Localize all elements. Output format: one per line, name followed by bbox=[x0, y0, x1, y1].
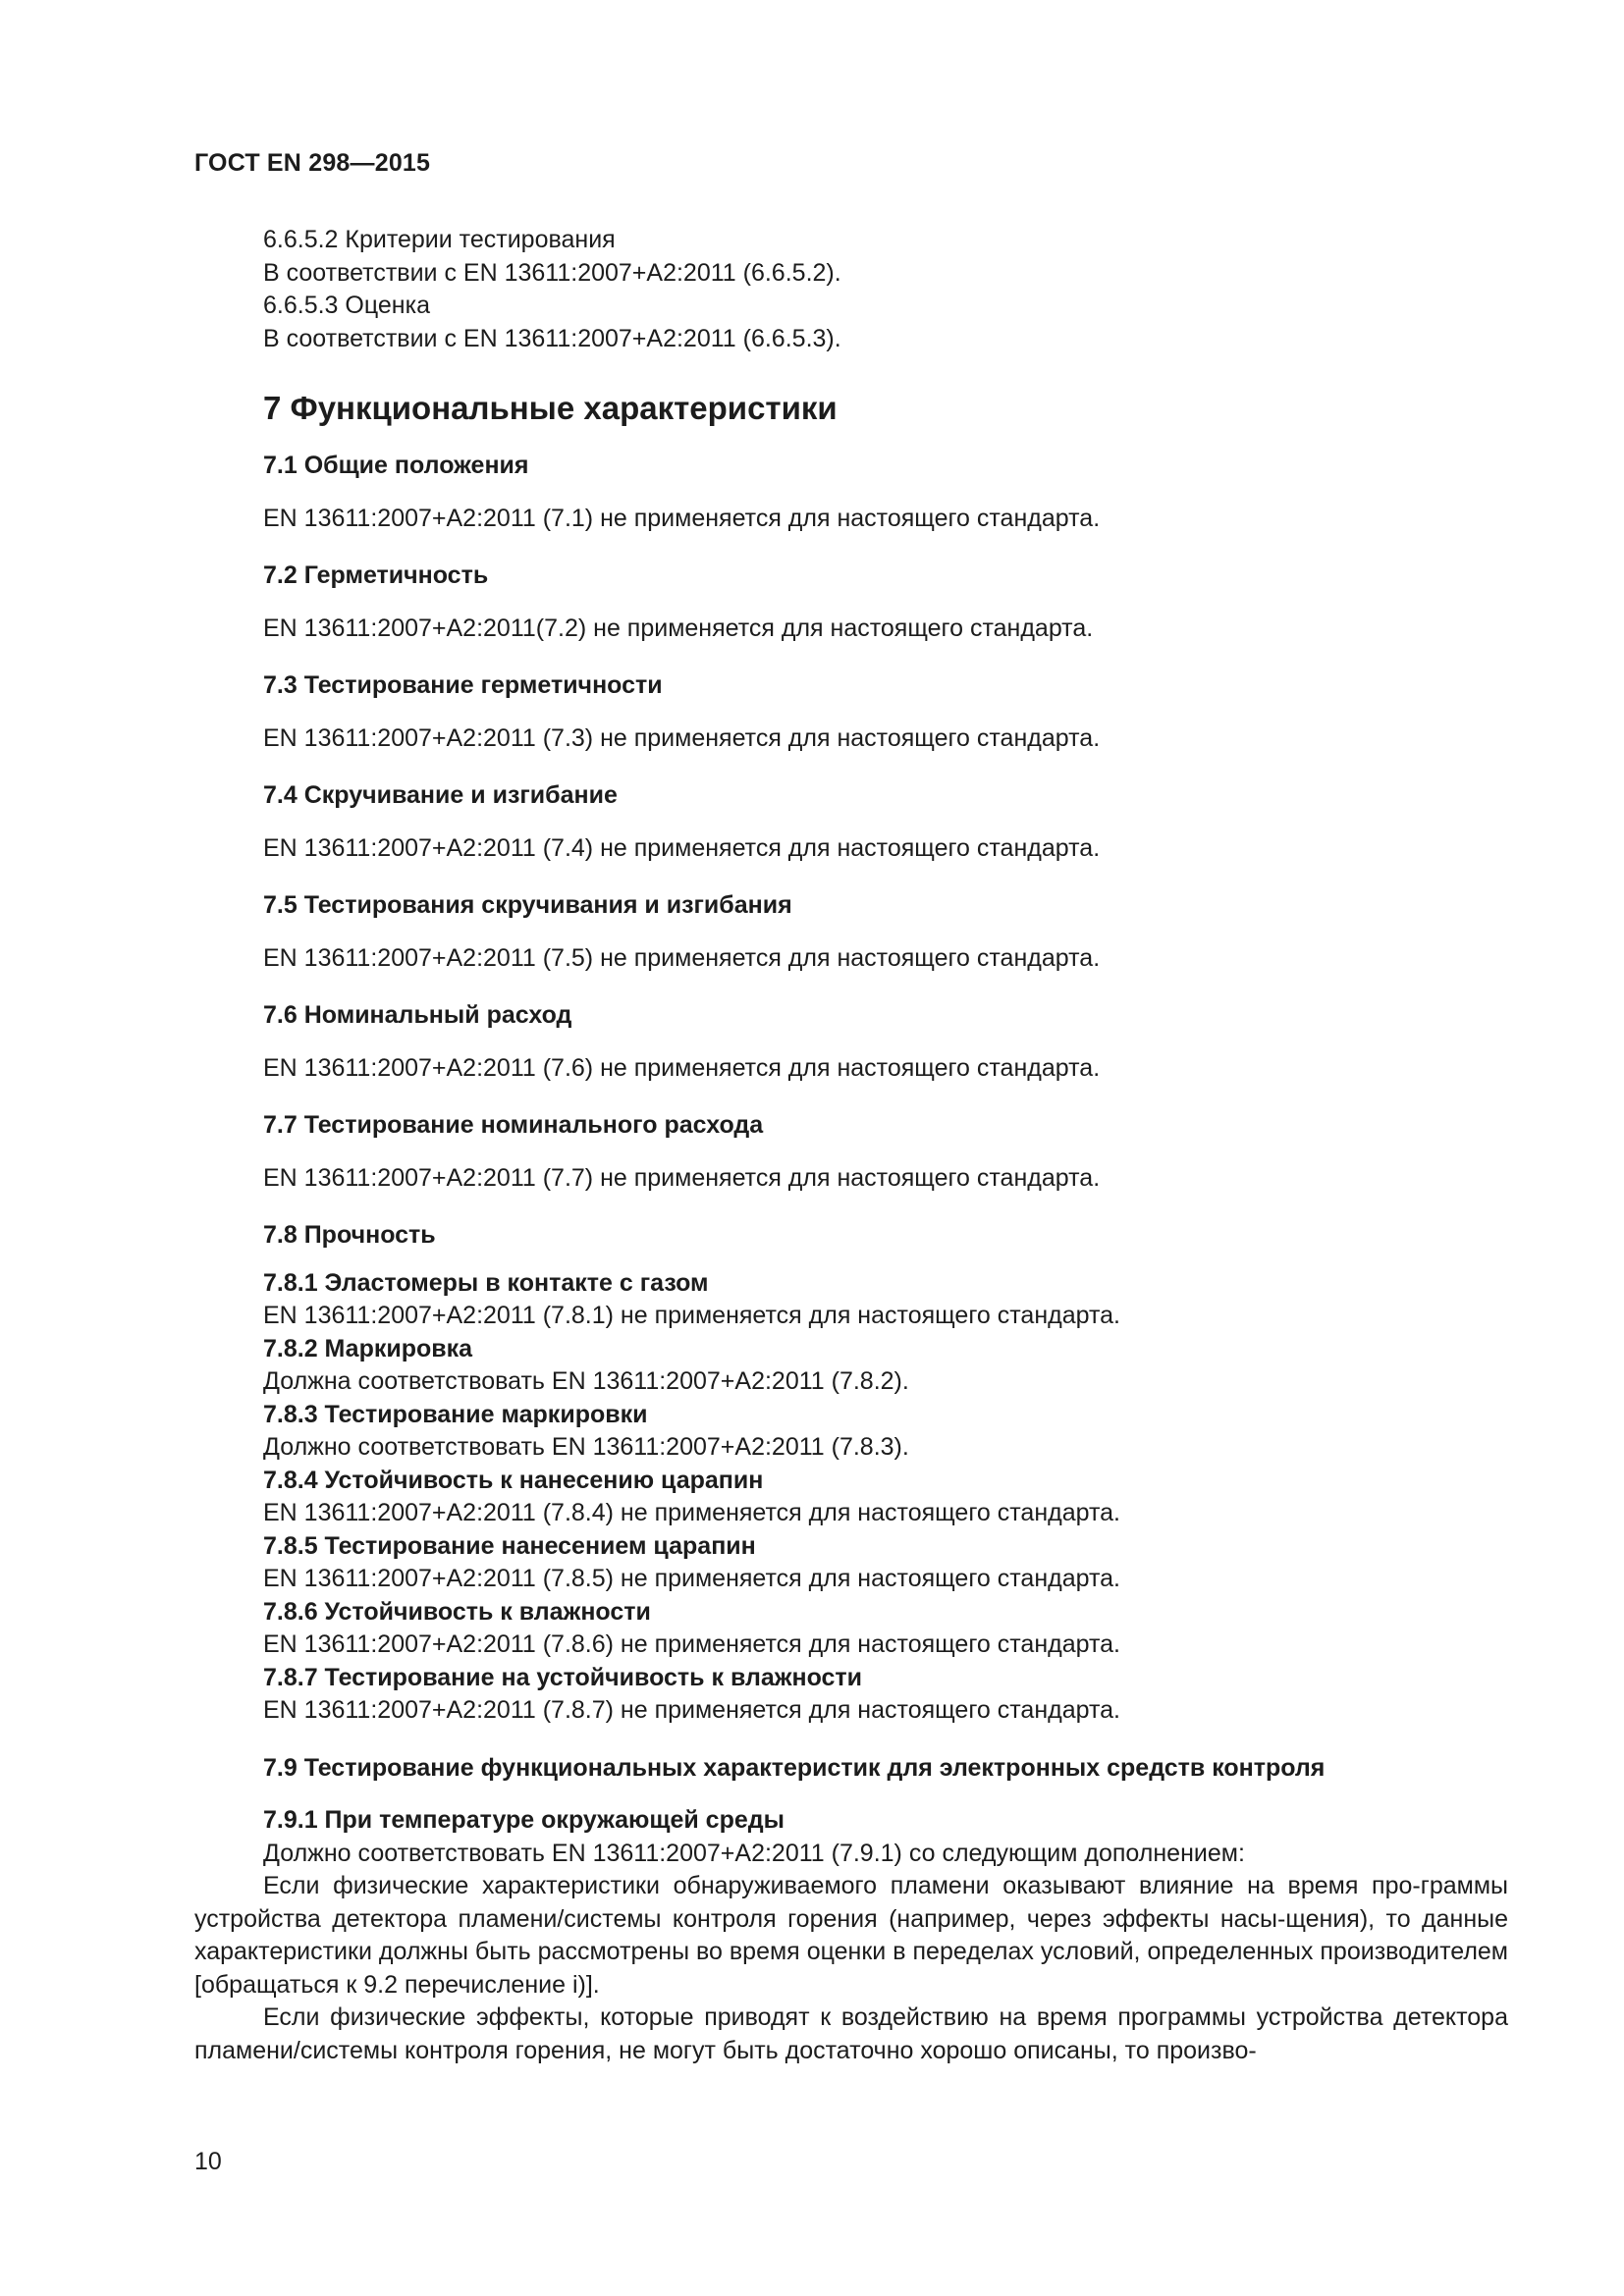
body-paragraph: Если физические характеристики обнаруживаемого пламени оказывают влияние на время про-граммы устройства детектора пламени/системы контроля горения (например, через эффекты насы-щения), то данные характеристики должны быть рассмотрены во время оценки в переделах условий, определенных производителем [обращаться к 9.2 перечисление i)]. bbox=[194, 1872, 1508, 1999]
intro-line: В соответствии с EN 13611:2007+A2:2011 (6.6.5.2). bbox=[263, 258, 841, 287]
section-text: EN 13611:2007+A2:2011 (7.4) не применяется для настоящего стандарта. bbox=[263, 833, 1101, 862]
subsection-text: EN 13611:2007+A2:2011 (7.8.6) не применяется для настоящего стандарта. bbox=[263, 1630, 1120, 1658]
intro-line: В соответствии с EN 13611:2007+A2:2011 (6.6.5.3). bbox=[263, 324, 841, 352]
section-text: EN 13611:2007+A2:2011 (7.3) не применяется для настоящего стандарта. bbox=[263, 723, 1101, 752]
section-7-4 bbox=[194, 779, 1508, 865]
section-text: EN 13611:2007+A2:2011 (7.5) не применяется для настоящего стандарта. bbox=[263, 943, 1101, 972]
section-7-3 bbox=[194, 669, 1508, 755]
section-title: 7.8 Прочность bbox=[263, 1221, 436, 1249]
subsection-text: EN 13611:2007+A2:2011 (7.8.5) не применяется для настоящего стандарта. bbox=[263, 1565, 1120, 1592]
page-content bbox=[194, 224, 1508, 2067]
section-7-5 bbox=[194, 889, 1508, 975]
section-text: EN 13611:2007+A2:2011 (7.1) не применяется для настоящего стандарта. bbox=[263, 504, 1101, 532]
intro-block bbox=[194, 224, 1508, 355]
subsection-text: EN 13611:2007+A2:2011 (7.8.1) не применяется для настоящего стандарта. bbox=[263, 1302, 1120, 1329]
section-text: EN 13611:2007+A2:2011(7.2) не применяется для настоящего стандарта. bbox=[263, 614, 1094, 642]
section-7-1 bbox=[194, 450, 1508, 535]
section-title: 7.1 Общие положения bbox=[263, 452, 529, 479]
section-7-8 bbox=[194, 1219, 1508, 1728]
subsection-title: 7.8.7 Тестирование на устойчивость к влажности bbox=[263, 1663, 863, 1691]
subsection-title: 7.8.3 Тестирование маркировки bbox=[263, 1400, 648, 1428]
subsection-list bbox=[263, 1267, 1508, 1728]
section-7-6 bbox=[194, 999, 1508, 1085]
subsection-text: EN 13611:2007+A2:2011 (7.8.7) не применяется для настоящего стандарта. bbox=[263, 1696, 1120, 1724]
section-text: EN 13611:2007+A2:2011 (7.6) не применяется для настоящего стандарта. bbox=[263, 1053, 1101, 1082]
subsection-title: 7.9.1 При температуре окружающей среды bbox=[263, 1806, 785, 1834]
section-7-7 bbox=[194, 1109, 1508, 1195]
section-title: 7.3 Тестирование герметичности bbox=[263, 671, 663, 699]
section-title: 7.5 Тестирования скручивания и изгибания bbox=[263, 891, 792, 919]
subsection-text: EN 13611:2007+A2:2011 (7.8.4) не применяется для настоящего стандарта. bbox=[263, 1499, 1120, 1526]
subsection-title: 7.8.2 Маркировка bbox=[263, 1334, 473, 1362]
section-text: EN 13611:2007+A2:2011 (7.7) не применяется для настоящего стандарта. bbox=[263, 1163, 1101, 1192]
subsection-title: 7.8.4 Устойчивость к нанесению царапин bbox=[263, 1466, 764, 1494]
subsection-text: Должна соответствовать EN 13611:2007+A2:2011 (7.8.2). bbox=[263, 1367, 909, 1395]
subsection-lead: Должно соответствовать EN 13611:2007+A2:2011 (7.9.1) со следующим дополнением: bbox=[263, 1839, 1245, 1867]
section-title: 7.4 Скручивание и изгибание bbox=[263, 781, 618, 809]
document-header: ГОСТ EN 298—2015 bbox=[194, 149, 431, 177]
section-title: 7.7 Тестирование номинального расхода bbox=[263, 1111, 764, 1139]
section-title: 7.2 Герметичность bbox=[263, 561, 489, 589]
subsection-title: 7.8.6 Устойчивость к влажности bbox=[263, 1597, 651, 1626]
subsection-title: 7.8.1 Эластомеры в контакте с газом bbox=[263, 1268, 709, 1297]
intro-line: 6.6.5.3 Оценка bbox=[263, 292, 430, 319]
section-title: 7.6 Номинальный расход bbox=[263, 1001, 572, 1029]
body-paragraph: Если физические эффекты, которые приводят к воздействию на время программы устройства детектора пламени/системы контроля горения, не могут быть достаточно хорошо описаны, то произво- bbox=[194, 2003, 1508, 2064]
subsection-title: 7.8.5 Тестирование нанесением царапин bbox=[263, 1531, 756, 1560]
subsection-text: Должно соответствовать EN 13611:2007+A2:2011 (7.8.3). bbox=[263, 1433, 909, 1461]
section-7-2 bbox=[194, 560, 1508, 645]
intro-line: 6.6.5.2 Критерии тестирования bbox=[263, 226, 616, 253]
page-number: 10 bbox=[194, 2148, 222, 2175]
chapter-title: 7 Функциональные характеристики bbox=[263, 390, 838, 426]
section-7-9 bbox=[194, 1752, 1508, 2068]
section-title: 7.9 Тестирование функциональных характеристик для электронных средств контроля bbox=[263, 1753, 1326, 1782]
